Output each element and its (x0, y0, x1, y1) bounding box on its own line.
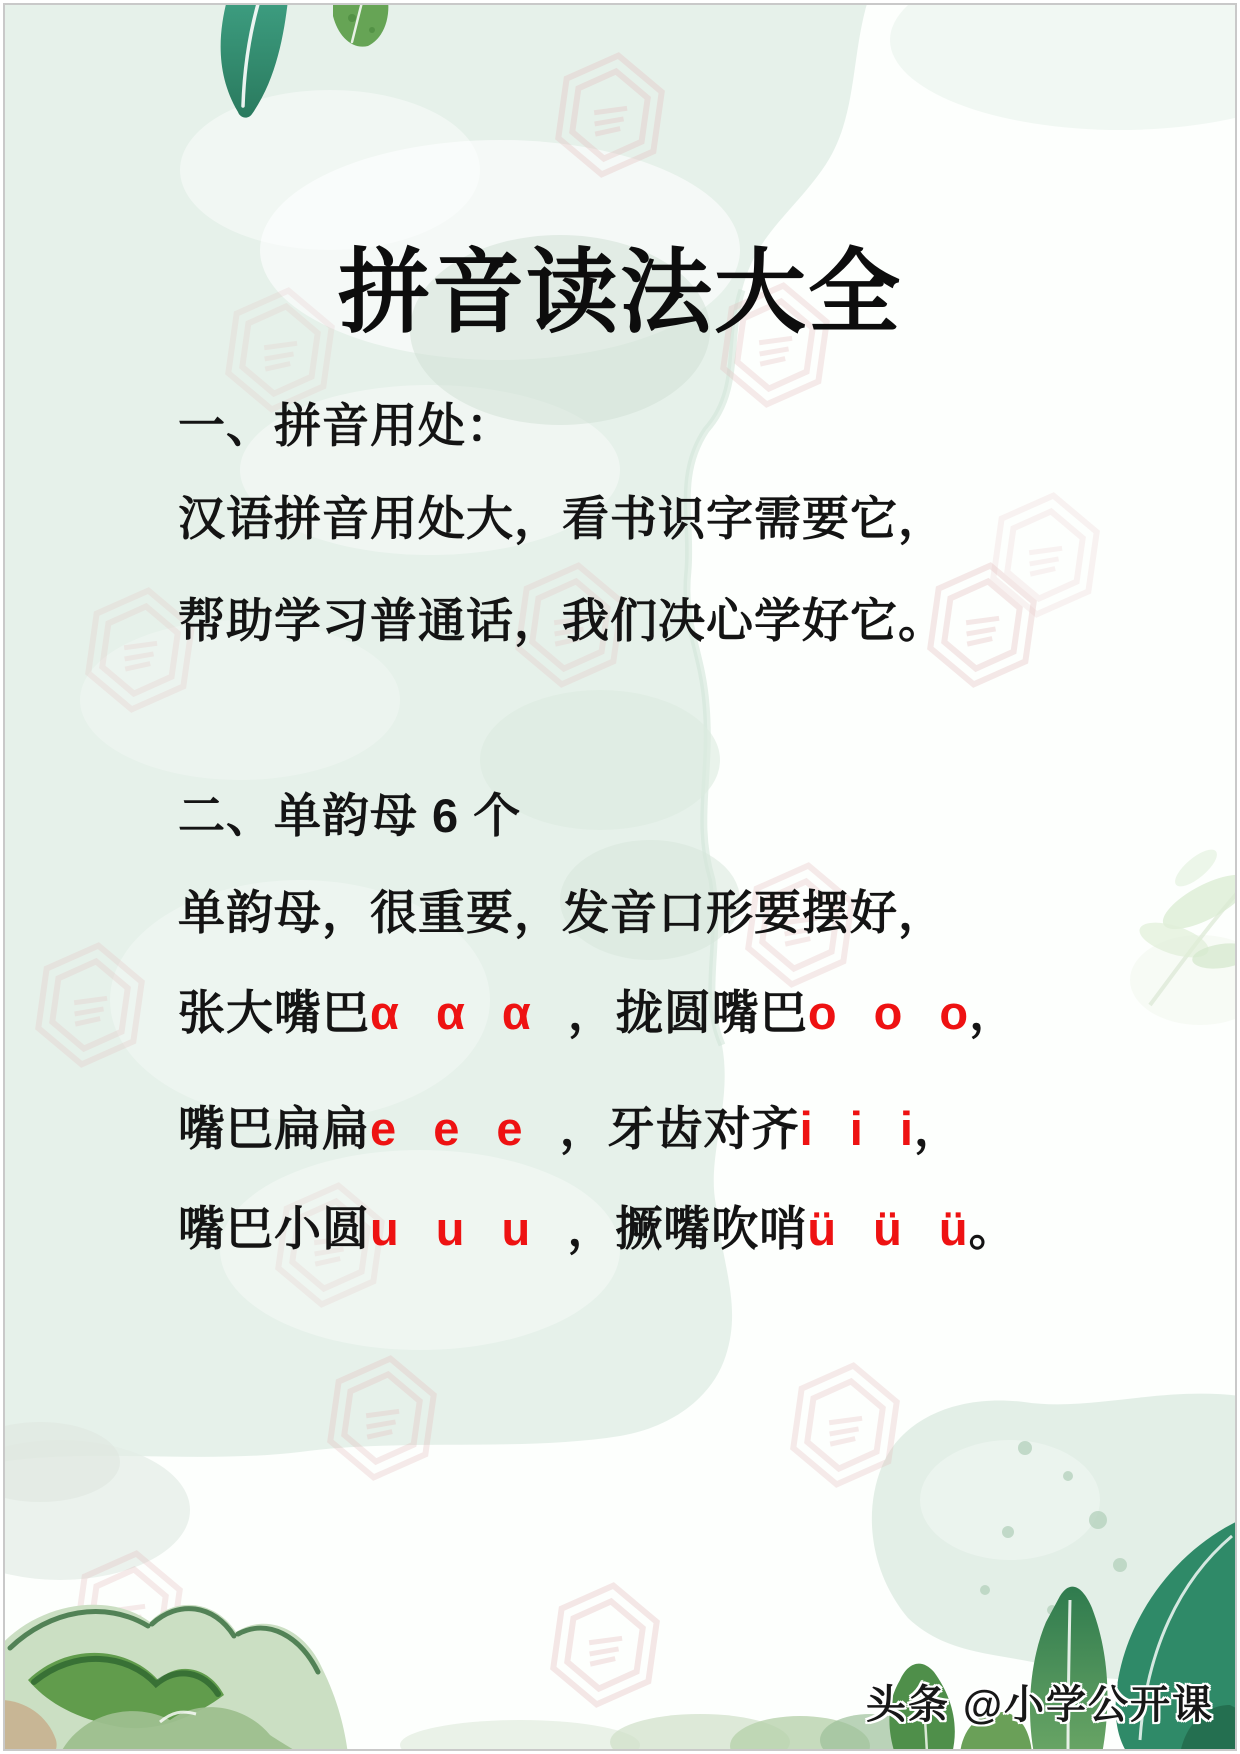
body-line (178, 1198, 1017, 1259)
line-text: 。 (968, 1202, 1017, 1255)
line-text: 嘴巴扁扁 (178, 1102, 370, 1155)
pinyin-letters: ü ü ü (807, 1202, 969, 1255)
watercolor-leaves-bottom-left (0, 1605, 348, 1754)
line-text: 嘴巴小圆 (178, 1202, 370, 1255)
body-line (178, 590, 946, 651)
body-line (178, 982, 1017, 1043)
watermark-credit: 头条 @小学公开课 (865, 1683, 1214, 1727)
body-line (178, 488, 946, 549)
pinyin-letters: u u u (370, 1202, 568, 1255)
line-text: 汉语拼音用处大，看书识字需要它， (178, 492, 946, 545)
pinyin-letters: o o o (807, 986, 970, 1039)
green-sprig-right (1130, 844, 1240, 1025)
line-text: ，拢圆嘴巴 (567, 986, 808, 1039)
line-text: 单韵母，很重要，发音口形要摆好， (178, 886, 946, 939)
line-text: ， (969, 986, 1018, 1039)
section-1-heading: 一、拼音用处： (178, 399, 514, 452)
line-text: ，撅嘴吹哨 (567, 1202, 808, 1255)
pinyin-letters: e e e (370, 1102, 560, 1155)
body-line (178, 882, 946, 943)
line-text: 张大嘴巴 (178, 986, 370, 1039)
line-text: ， (913, 1102, 962, 1155)
page-title: 拼音读法大全 (337, 242, 902, 344)
body-line (178, 1098, 962, 1159)
line-text: ，牙齿对齐 (559, 1102, 800, 1155)
line-text: 帮助学习普通话，我们决心学好它。 (178, 594, 946, 647)
pinyin-letters: i i i (799, 1102, 914, 1155)
pinyin-letters: α α α (370, 986, 568, 1039)
section-2-heading: 二、单韵母 6 个 (178, 789, 522, 842)
